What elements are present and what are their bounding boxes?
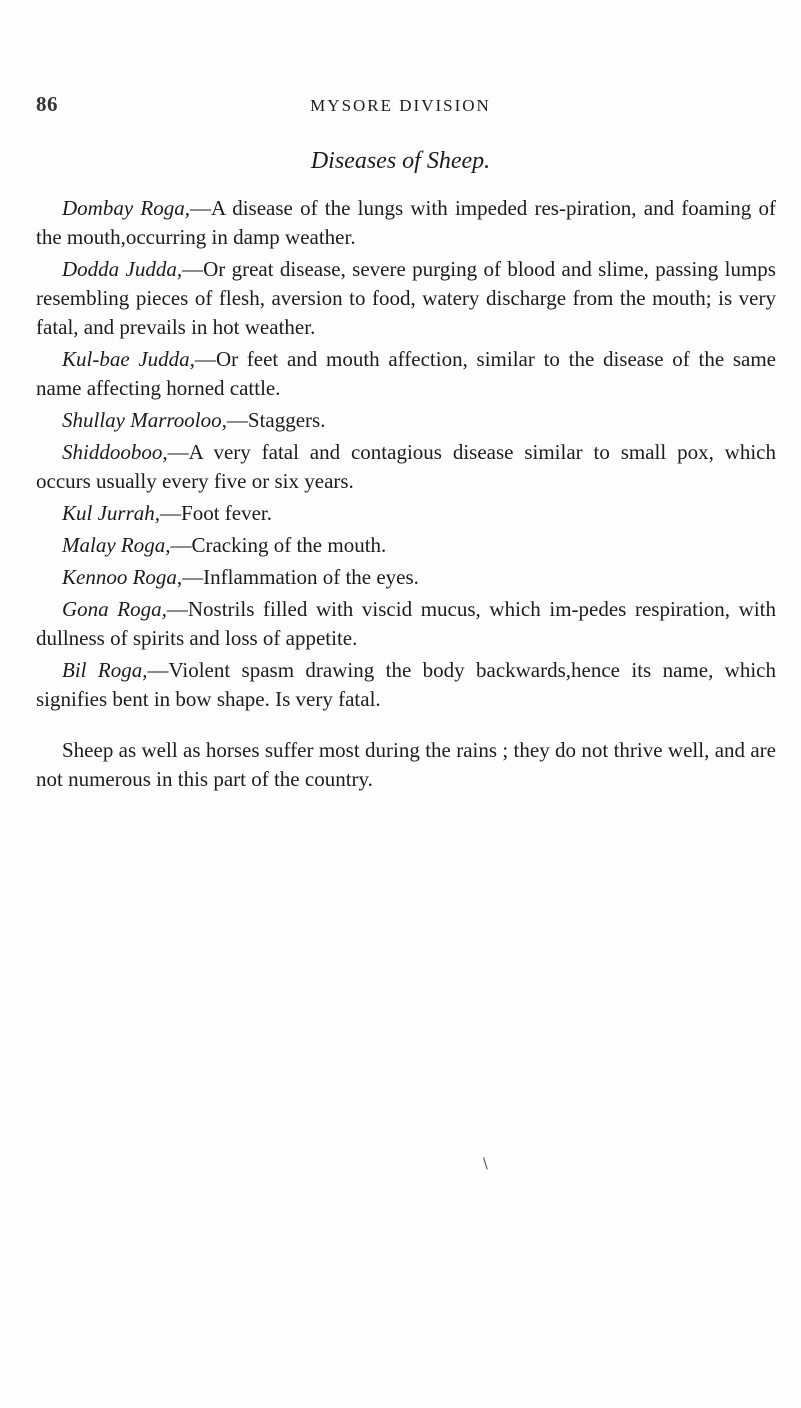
entry-term: Kul Jurrah, [62, 501, 161, 525]
entry-description: —Or great disease, severe purging of blood and slime, passing lumps resembling pieces of flesh, aversion to food, watery discharge from the mouth; is very fatal, and prevails in hot weather. [36, 257, 776, 339]
stray-mark: \ [483, 1156, 488, 1172]
entry-term: Shiddooboo, [62, 440, 168, 464]
entry-term: Bil Roga, [62, 658, 148, 682]
entry-shullay-marrooloo [36, 406, 776, 435]
entry-description: —A very fatal and contagious disease similar to small pox, which occurs usually every five or six years. [36, 440, 776, 493]
entry-description: —Violent spasm drawing the body backwards,hence its name, which signifies bent in bow shape. Is very fatal. [36, 658, 777, 711]
entry-description: —Inflammation of the eyes. [182, 565, 419, 589]
running-head: MYSORE DIVISION [310, 96, 491, 115]
entry-term: Shullay Marrooloo, [62, 408, 227, 432]
entry-kul-bae-judda [36, 345, 776, 403]
entry-term: Kul-bae Judda, [62, 347, 195, 371]
entry-dodda-judda [36, 255, 776, 342]
entry-kennoo-roga [36, 563, 776, 592]
entry-description: —Staggers. [226, 408, 326, 432]
entry-term: Dombay Roga, [62, 196, 190, 220]
body-text [36, 194, 776, 815]
entry-shiddooboo [36, 438, 776, 496]
entry-description: —Nostrils filled with viscid mucus, which im-pedes respiration, with dullness of spirits and loss of appetite. [36, 597, 776, 650]
page-number: 86 [36, 92, 58, 116]
entry-description: —Or feet and mouth affection, similar to the disease of the same name affecting horned cattle. [36, 347, 777, 400]
entry-kul-jurrah [36, 499, 776, 528]
entry-term: Gona Roga, [62, 597, 167, 621]
section-title: Diseases of Sheep. [310, 148, 491, 174]
entry-malay-roga [36, 531, 776, 560]
entry-dombay-roga [36, 194, 776, 252]
entry-description: —Cracking of the mouth. [170, 533, 387, 557]
entry-term: Malay Roga, [62, 533, 171, 557]
closing-paragraph: Sheep as well as horses suffer most during the rains ; they do not thrive well, and are not numerous in this part of the country. [36, 738, 776, 791]
entry-gona-roga [36, 595, 776, 653]
entry-description: —Foot fever. [160, 501, 272, 525]
entry-description: —A disease of the lungs with impeded res-piration, and foaming of the mouth,occurring in damp weather. [36, 196, 777, 249]
entry-bil-roga [36, 656, 776, 714]
entry-term: Kennoo Roga, [62, 565, 183, 589]
entry-term: Dodda Judda, [62, 257, 183, 281]
